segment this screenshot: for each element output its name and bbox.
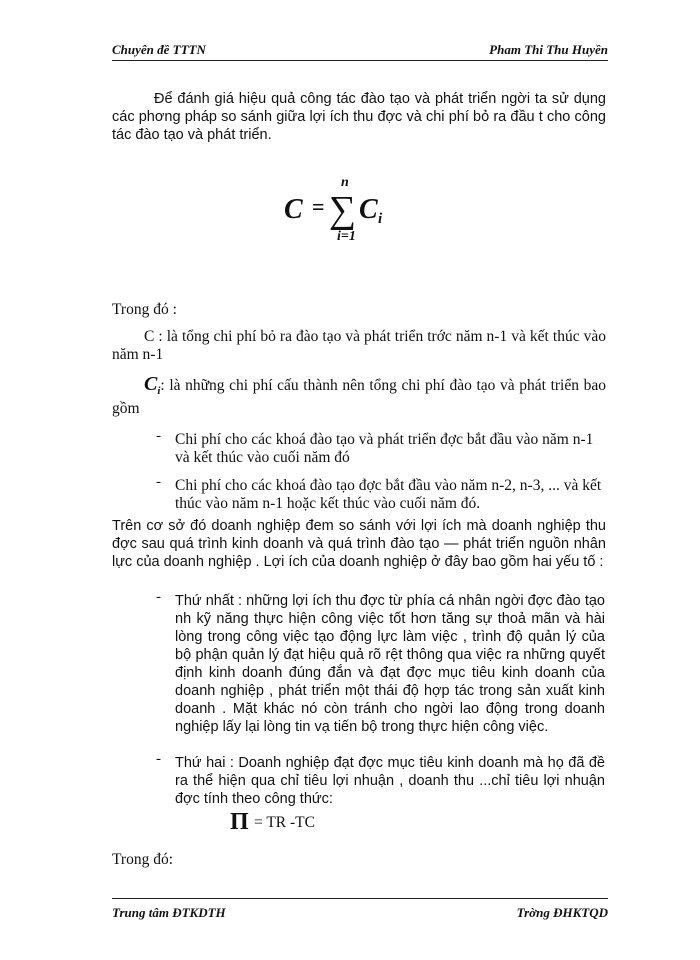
- ci-definition: [112, 375, 606, 418]
- formula-term-subscript: i: [378, 211, 383, 227]
- c-definition: C : là tổng chi phí bỏ ra đào tạo và phát triển trớc năm n-1 và kết thúc vào năm n-1: [112, 328, 606, 363]
- profit-formula-rhs: = TR -TC: [254, 814, 315, 831]
- footer-left: Trung tâm ĐTKDTH: [112, 905, 226, 920]
- formula-lhs: C: [284, 194, 303, 225]
- bullet-dash: -: [156, 589, 161, 605]
- bullet-dash: -: [156, 474, 161, 490]
- list-item: Thứ hai : Doanh nghiệp đạt đợc mục tiêu kinh doanh mà họ đã đề ra thể hiện qua chỉ tiêu lợi nhuận , doanh thu ...chỉ tiêu lợi nhuận đợc tính theo công thức:: [175, 755, 605, 807]
- header-left: Chuyên đề TTTN: [112, 42, 206, 57]
- page-footer: [112, 898, 608, 919]
- trong-do-label-2: Trong đó:: [112, 851, 174, 868]
- header-right: Pham Thi Thu Huyền: [489, 42, 608, 57]
- list-item: Chi phí cho các khoá đào tạo đợc bắt đầu vào năm n-2, n-3, ... và kết thúc vào năm n-1 hoặc kết thúc vào cuối năm đó.: [175, 477, 602, 512]
- pi-symbol: Π: [230, 809, 249, 835]
- trong-do-label: Trong đó :: [112, 301, 177, 318]
- list-item: Thứ nhất : những lợi ích thu đợc từ phía cá nhân ngời đợc đào tạo nh kỹ năng thực hiện công việc tốt hơn tăng sự thoả mãn và hài lòng trong công việc tạo động lực làm việc , trình độ quản lý của bộ phận quản lý đạt hiệu quả rõ rệt thông qua việc ra những quyết định kinh doanh đúng đắn và đạt đợc mục tiêu kinh doanh của doanh nghiệp , phát triển một thái độ hợp tác trong sản xuất kinh doanh . Mặt khác nó còn tránh cho ngời lao động trong doanh nghiệp lấy lại lòng tin vạ tiến bộ trong thực hiện công việc.: [175, 593, 605, 735]
- page-header: [112, 42, 608, 61]
- footer-right: Trờng ĐHKTQD: [516, 905, 608, 920]
- sum-lower-limit: i=1: [337, 229, 356, 244]
- list-item: Chi phí cho các khoá đào tạo và phát triển đợc bắt đầu vào năm n-1 và kết thúc vào cuối năm đó: [175, 431, 594, 466]
- sigma-symbol: ∑: [329, 189, 357, 231]
- comparison-paragraph: Trên cơ sở đó doanh nghiệp đem so sánh với lợi ích mà doanh nghiệp thu đợc sau quá trình kinh doanh và quá trình đào tạo — phát triển nguồn nhân lực của doanh nghiệp . Lợi ích của doanh nghiệp ở đây bao gồm hai yếu tố :: [112, 518, 606, 570]
- formula-eq: =: [312, 194, 325, 219]
- ci-subscript: i: [157, 385, 161, 398]
- intro-paragraph: Để đánh giá hiệu quả công tác đào tạo và phát triển ngời ta sử dụng các phơng pháp so sánh giữa lợi ích thu đợc và chi phí bỏ ra đầu t cho công tác đào tạo và phát triển.: [112, 91, 606, 143]
- formula-term: C: [359, 194, 378, 225]
- sum-upper-limit: n: [341, 175, 349, 190]
- bullet-dash: -: [156, 751, 161, 767]
- ci-symbol: C: [144, 373, 158, 395]
- bullet-dash: -: [156, 428, 161, 444]
- ci-definition-text: : là những chi phí cấu thành nên tổng chi phí đào tạo và phát triển bao gồm: [112, 377, 606, 418]
